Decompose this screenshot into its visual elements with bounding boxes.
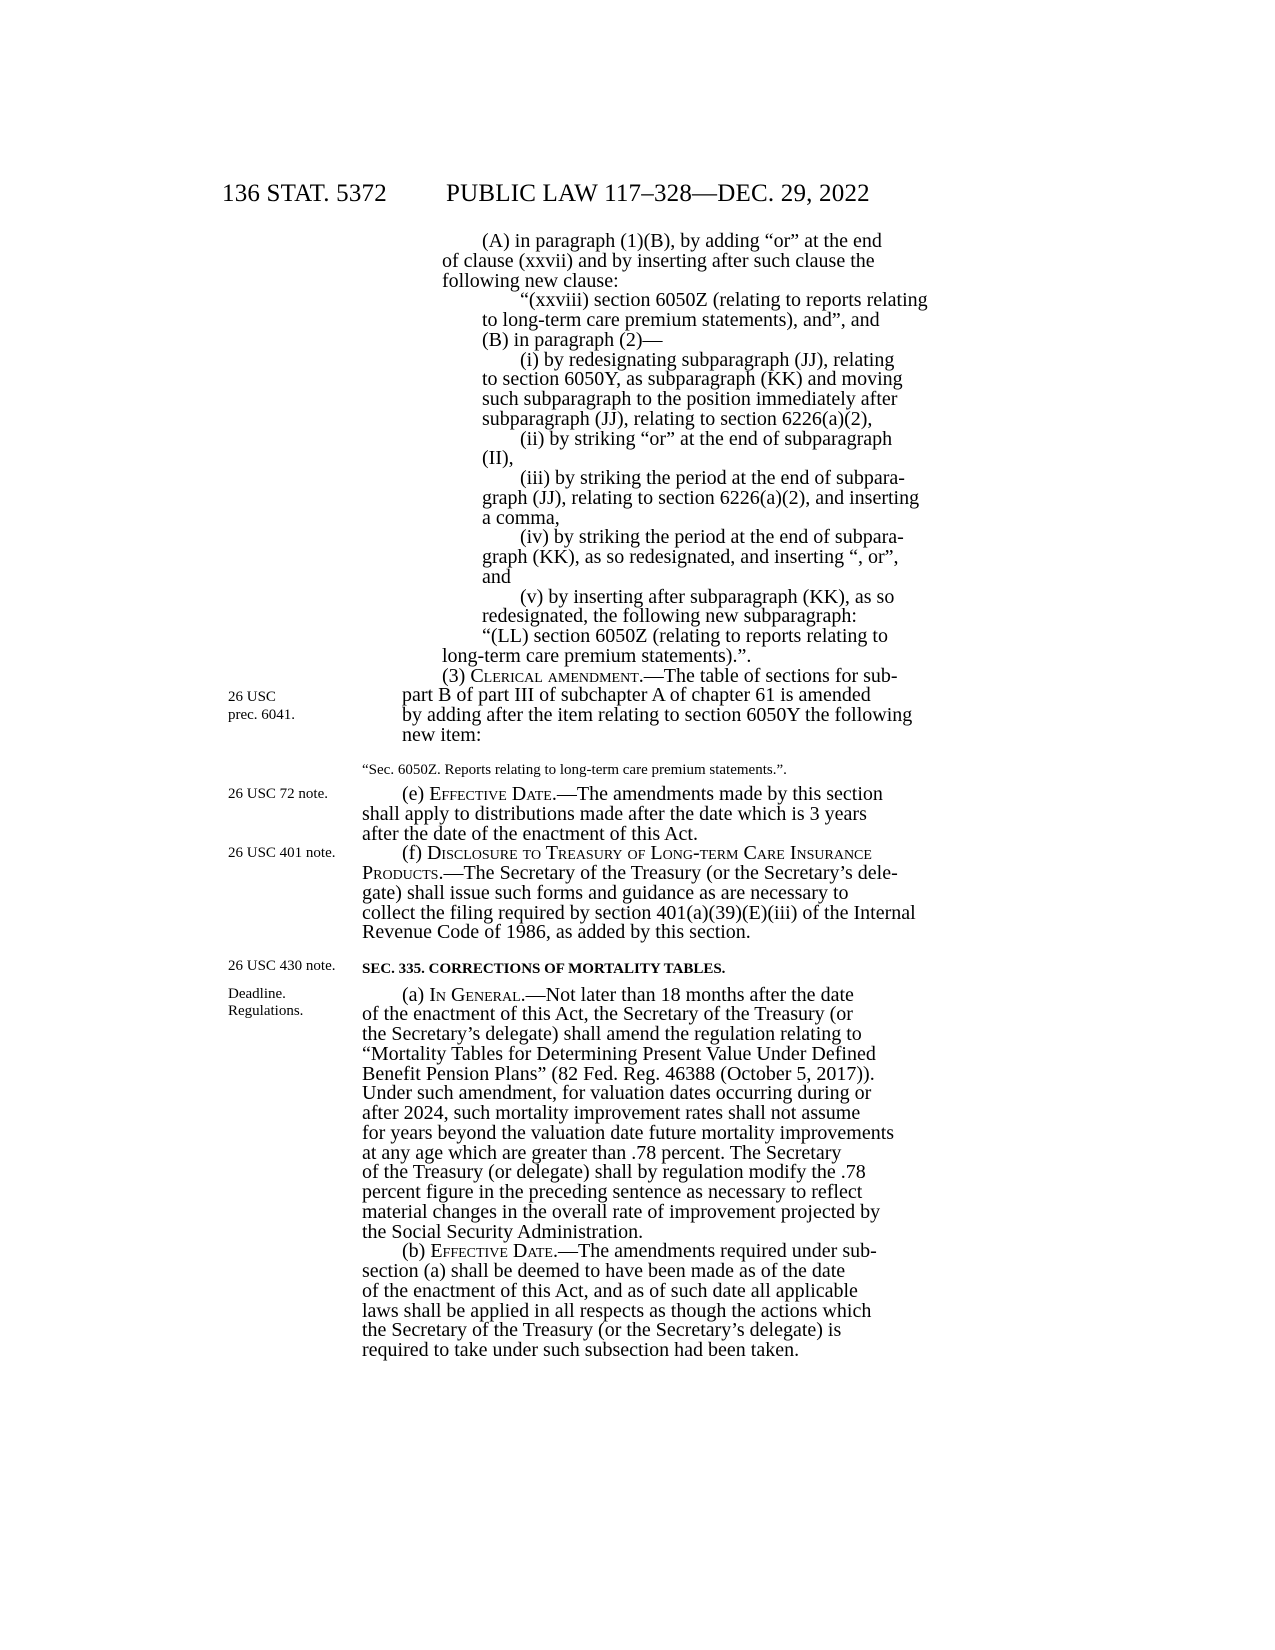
body-line: subparagraph (JJ), relating to section 6226(a)(2),	[482, 408, 873, 430]
body-line: following new clause:	[442, 270, 619, 292]
body-line: shall apply to distributions made after the date which is 3 years	[362, 803, 867, 825]
body-line: of the Treasury (or delegate) shall by regulation modify the .78	[362, 1161, 866, 1183]
disclosure-heading-continued: Products	[362, 862, 439, 884]
body-line: by adding after the item relating to section 6050Y the following	[402, 704, 913, 726]
effective-date-line: (e) Effective Date.—The amendments made by this section	[402, 783, 883, 805]
effective-date-heading: Effective Date	[429, 783, 552, 805]
body-line: new item:	[402, 724, 482, 746]
margin-note-prec-6041: prec. 6041.	[228, 707, 296, 723]
body-line: to long-term care premium statements), and”, and	[482, 309, 880, 331]
in-general-heading: In General	[429, 984, 521, 1006]
body-line: for years beyond the valuation date future mortality improvements	[362, 1122, 895, 1144]
body-line: at any age which are greater than .78 percent. The Secretary	[362, 1142, 842, 1164]
body-line: required to take under such subsection had been taken.	[362, 1339, 800, 1361]
body-line: (II),	[482, 447, 514, 469]
body-line: “(LL) section 6050Z (relating to reports relating to	[482, 625, 888, 647]
body-line: the Secretary’s delegate) shall amend the regulation relating to	[362, 1023, 862, 1045]
body-line: percent figure in the preceding sentence as necessary to reflect	[362, 1181, 863, 1203]
body-line: “Mortality Tables for Determining Present Value Under Defined	[362, 1043, 876, 1065]
body-line: Benefit Pension Plans” (82 Fed. Reg. 46388 (October 5, 2017)).	[362, 1063, 875, 1085]
body-line: and	[482, 566, 511, 588]
body-line: of the enactment of this Act, the Secretary of the Treasury (or	[362, 1003, 853, 1025]
body-line: (iv) by striking the period at the end of subpara-	[520, 526, 904, 548]
margin-note-26-usc: 26 USC	[228, 689, 276, 705]
body-line: (iii) by striking the period at the end of subpara-	[520, 467, 905, 489]
disclosure-body-line: Products.—The Secretary of the Treasury (or the Secretary’s dele-	[362, 862, 898, 884]
body-line: gate) shall issue such forms and guidance as are necessary to	[362, 882, 849, 904]
margin-note-26-usc-401: 26 USC 401 note.	[228, 845, 336, 861]
body-line: section (a) shall be deemed to have been made as of the date	[362, 1260, 846, 1282]
disclosure-heading-line: (f) Disclosure to Treasury of Long-term Care Insurance	[402, 842, 872, 864]
body-line: the Secretary of the Treasury (or the Secretary’s delegate) is	[362, 1319, 842, 1341]
body-line: material changes in the overall rate of improvement projected by	[362, 1201, 881, 1223]
table-of-sections-item: “Sec. 6050Z. Reports relating to long-term care premium statements.”.	[362, 762, 787, 778]
margin-note-regulations: Regulations.	[228, 1003, 304, 1019]
body-line: a comma,	[482, 507, 560, 529]
body-line: of the enactment of this Act, and as of such date all applicable	[362, 1280, 858, 1302]
clerical-amendment-line: (3) Clerical amendment.—The table of sections for sub-	[442, 665, 898, 687]
body-line: (v) by inserting after subparagraph (KK), as so	[520, 586, 895, 608]
body-line: graph (KK), as so redesignated, and inserting “, or”,	[482, 546, 899, 568]
margin-note-26-usc-72: 26 USC 72 note.	[228, 786, 329, 802]
body-line: Under such amendment, for valuation dates occurring during or	[362, 1082, 872, 1104]
in-general-line: (a) In General.—Not later than 18 months after the date	[402, 984, 854, 1006]
body-line: long-term care premium statements).”.	[442, 645, 752, 667]
effective-date-b-line: (b) Effective Date.—The amendments required under sub-	[402, 1240, 877, 1262]
clerical-amendment-heading: Clerical amendment	[470, 665, 639, 687]
body-line: graph (JJ), relating to section 6226(a)(2), and inserting	[482, 487, 920, 509]
margin-note-deadline: Deadline.	[228, 986, 286, 1002]
effective-date-b-heading: Effective Date	[430, 1240, 553, 1262]
body-line: “(xxviii) section 6050Z (relating to reports relating	[520, 289, 928, 311]
public-law-header: PUBLIC LAW 117–328—DEC. 29, 2022	[446, 180, 870, 207]
body-line: part B of part III of subchapter A of chapter 61 is amended	[402, 684, 871, 706]
disclosure-heading: Disclosure to Treasury of Long-term Care Insurance	[426, 842, 872, 864]
body-line: (B) in paragraph (2)—	[482, 329, 663, 351]
body-line: after 2024, such mortality improvement rates shall not assume	[362, 1102, 861, 1124]
body-line: (A) in paragraph (1)(B), by adding “or” at the end	[482, 230, 882, 252]
body-line: after the date of the enactment of this Act.	[362, 823, 698, 845]
body-line: (ii) by striking “or” at the end of subparagraph	[520, 428, 893, 450]
section-335-heading: SEC. 335. CORRECTIONS OF MORTALITY TABLES.	[362, 961, 726, 977]
body-line: (i) by redesignating subparagraph (JJ), relating	[520, 349, 895, 371]
body-line: collect the filing required by section 401(a)(39)(E)(iii) of the Internal	[362, 902, 916, 924]
body-line: redesignated, the following new subparagraph:	[482, 605, 857, 627]
body-line: the Social Security Administration.	[362, 1221, 644, 1243]
body-line: of clause (xxvii) and by inserting after such clause the	[442, 250, 875, 272]
body-line: such subparagraph to the position immediately after	[482, 388, 898, 410]
stat-page-number: 136 STAT. 5372	[222, 180, 387, 207]
margin-note-26-usc-430: 26 USC 430 note.	[228, 958, 336, 974]
body-line: to section 6050Y, as subparagraph (KK) and moving	[482, 368, 903, 390]
body-line: laws shall be applied in all respects as though the actions which	[362, 1300, 872, 1322]
body-line: Revenue Code of 1986, as added by this section.	[362, 921, 751, 943]
